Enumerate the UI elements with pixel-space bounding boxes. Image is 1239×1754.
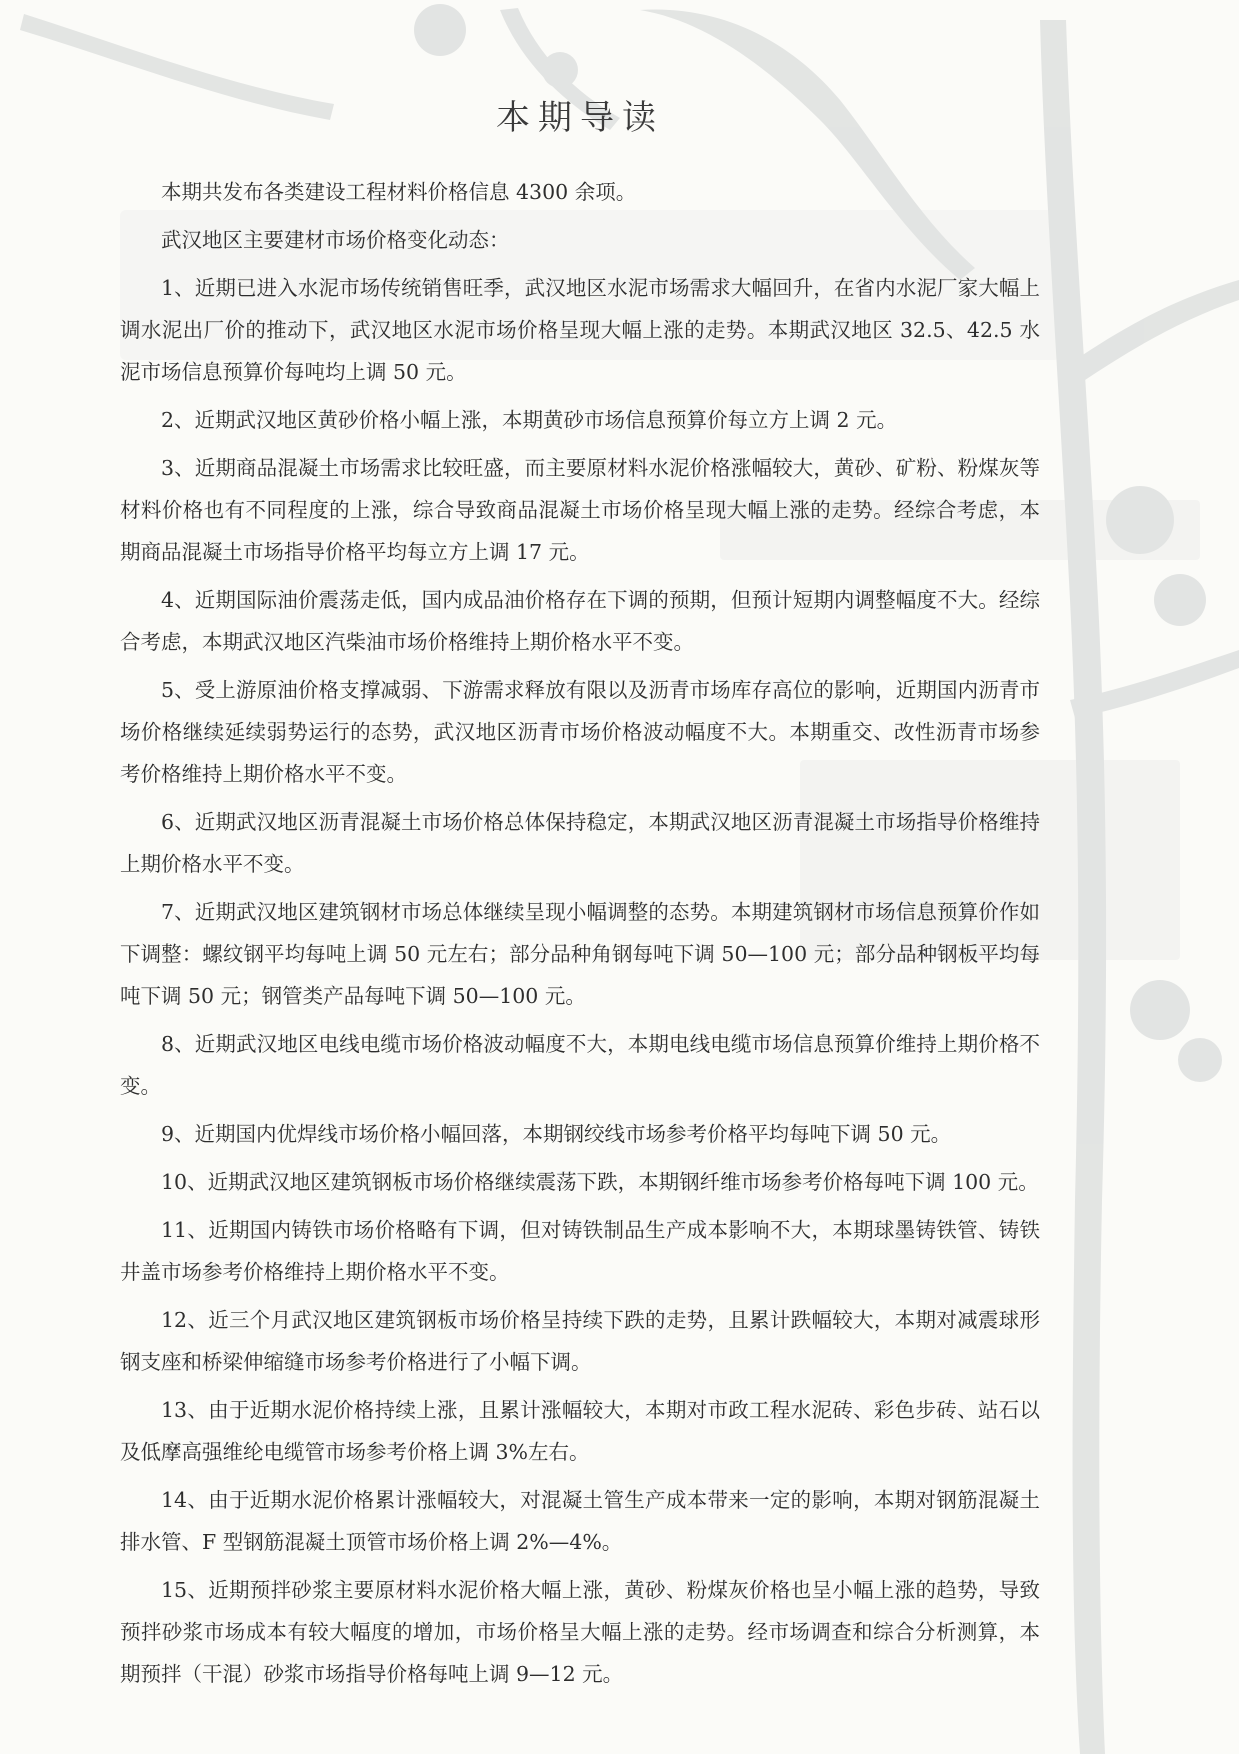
page-title: 本期导读 bbox=[496, 98, 664, 138]
item-paragraph-5: 5、受上游原油价格支撑减弱、下游需求释放有限以及沥青市场库存高位的影响，近期国内沥青市场价格继续延续弱势运行的态势，武汉地区沥青市场价格波动幅度不大。本期重交、改性沥青市场参考价格维持上期价格水平不变。 bbox=[120, 678, 1040, 786]
article bbox=[120, 70, 1040, 1701]
item-paragraph-10: 10、近期武汉地区建筑钢板市场价格继续震荡下跌，本期钢纤维市场参考价格每吨下调 100 元。 bbox=[161, 1170, 1039, 1194]
subheading-paragraph: 武汉地区主要建材市场价格变化动态： bbox=[161, 228, 510, 252]
item-paragraph-1: 1、近期已进入水泥市场传统销售旺季，武汉地区水泥市场需求大幅回升，在省内水泥厂家大幅上调水泥出厂价的推动下，武汉地区水泥市场价格呈现大幅上涨的走势。本期武汉地区 32.5、42.5 水泥市场信息预算价每吨均上调 50 元。 bbox=[120, 276, 1040, 384]
item-paragraph-14: 14、由于近期水泥价格累计涨幅较大，对混凝土管生产成本带来一定的影响，本期对钢筋混凝土排水管、F 型钢筋混凝土顶管市场价格上调 2%—4%。 bbox=[120, 1488, 1040, 1554]
item-paragraph-6: 6、近期武汉地区沥青混凝土市场价格总体保持稳定，本期武汉地区沥青混凝土市场指导价格维持上期价格水平不变。 bbox=[120, 810, 1040, 876]
item-paragraph-3: 3、近期商品混凝土市场需求比较旺盛，而主要原材料水泥价格涨幅较大，黄砂、矿粉、粉煤灰等材料价格也有不同程度的上涨，综合导致商品混凝土市场价格呈现大幅上涨的走势。经综合考虑，本期商品混凝土市场指导价格平均每立方上调 17 元。 bbox=[120, 456, 1040, 564]
intro-paragraph: 本期共发布各类建设工程材料价格信息 4300 余项。 bbox=[161, 180, 637, 204]
item-paragraph-12: 12、近三个月武汉地区建筑钢板市场价格呈持续下跌的走势，且累计跌幅较大，本期对减震球形钢支座和桥梁伸缩缝市场参考价格进行了小幅下调。 bbox=[120, 1308, 1040, 1374]
item-paragraph-11: 11、近期国内铸铁市场价格略有下调，但对铸铁制品生产成本影响不大，本期球墨铸铁管、铸铁井盖市场参考价格维持上期价格水平不变。 bbox=[120, 1218, 1040, 1284]
item-paragraph-8: 8、近期武汉地区电线电缆市场价格波动幅度不大，本期电线电缆市场信息预算价维持上期价格不变。 bbox=[120, 1032, 1040, 1098]
item-paragraph-4: 4、近期国际油价震荡走低，国内成品油价格存在下调的预期，但预计短期内调整幅度不大。经综合考虑，本期武汉地区汽柴油市场价格维持上期价格水平不变。 bbox=[120, 588, 1040, 654]
item-paragraph-15: 15、近期预拌砂浆主要原材料水泥价格大幅上涨，黄砂、粉煤灰价格也呈小幅上涨的趋势，导致预拌砂浆市场成本有较大幅度的增加，市场价格呈大幅上涨的走势。经市场调查和综合分析测算，本期预拌（干混）砂浆市场指导价格每吨上调 9—12 元。 bbox=[120, 1578, 1040, 1686]
item-paragraph-13: 13、由于近期水泥价格持续上涨，且累计涨幅较大，本期对市政工程水泥砖、彩色步砖、站石以及低摩高强维纶电缆管市场参考价格上调 3%左右。 bbox=[120, 1398, 1040, 1464]
item-paragraph-9: 9、近期国内优焊线市场价格小幅回落，本期钢绞线市场参考价格平均每吨下调 50 元。 bbox=[161, 1122, 952, 1146]
item-paragraph-7: 7、近期武汉地区建筑钢材市场总体继续呈现小幅调整的态势。本期建筑钢材市场信息预算价作如下调整：螺纹钢平均每吨上调 50 元左右；部分品种角钢每吨下调 50—100 元；部分品种钢板平均每吨下调 50 元；钢管类产品每吨下调 50—100 元。 bbox=[120, 900, 1040, 1008]
item-paragraph-2: 2、近期武汉地区黄砂价格小幅上涨，本期黄砂市场信息预算价每立方上调 2 元。 bbox=[161, 408, 898, 432]
